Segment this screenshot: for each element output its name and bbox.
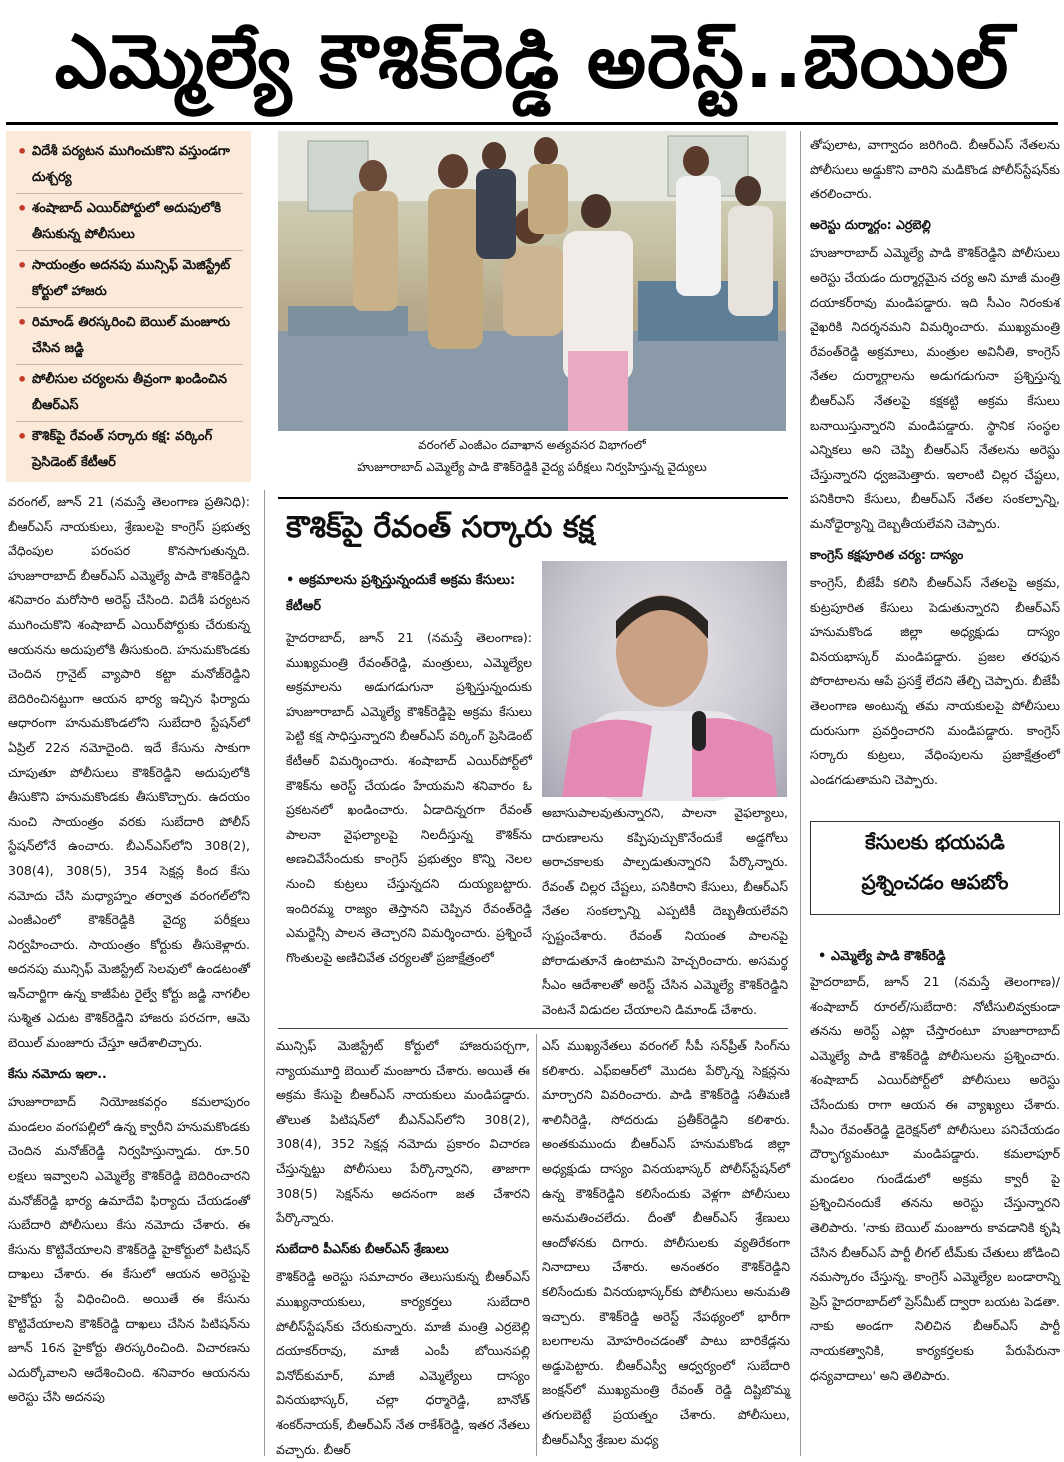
ktr-portrait xyxy=(542,561,787,797)
subheading: సుబేదారి పీఎస్‌కు బీఆర్‌ఎస్‌ శ్రేణులు xyxy=(276,1240,449,1256)
subheading: కేసు నమోదు ఇలా.. xyxy=(8,1065,107,1081)
headline: ఎమ్మెల్యే కౌశిక్‌రెడ్డి అరెస్ట్‌..బెయిల్‌ xyxy=(54,19,1010,105)
article-paragraph: హైదరాబాద్‌, జూన్‌ 21 (నమస్తే తెలంగాణ)/శంషాబాద్‌ రూరల్‌/సుబేదారి: నోటీసులివ్వకుండా తనను అరెస్ట్‌ ఎట్లా చేస్తారంటూ హుజూరాబాద్‌ ఎమ్మెల్యే పాడి కౌశిక్‌రెడ్డి పోలీసులను ప్రశ్నించారు. శంషాబాద్‌ ఎయిర్‌పోర్ట్‌లో పోలీసులు అరెస్టు చేసేందుకు రాగా ఆయన ఈ వ్యాఖ్యలు చేశారు. సీఎం రేవంత్‌రెడ్డి డైరెక్షన్‌లో పోలీసులు పనిచేయడం దౌర్భాగ్యమంటూ మండిపడ్డారు. కమలాపూర్‌ మండలం గుండేడులో అక్రమ క్వారీ పై ప్రశ్నించినందుకే తనను అరెస్టు చేస్తున్నారని తెలిపారు. 'నాకు బెయిల్‌ మంజూరు కావడానికి కృషి చేసిన బీఆర్‌ఎస్‌ పార్టీ లీగల్‌ టీమ్‌కు చేతులు జోడించి నమస్కారం చేస్తున్న. కాంగ్రెస్‌ ఎమ్మెల్యేల బండారాన్ని ప్రెస్‌ హైదరాబాద్‌లో ప్రెస్‌మీట్‌ ద్వారా బయట పెడతా. నాకు అండగా నిలిచిన బీఆర్‌ఎస్‌ పార్టీ నాయకత్వానికి, కార్యకర్తలకు పేరుపేరునా ధన్యవాదాలు' అని తెలిపారు. xyxy=(810,974,1060,1383)
box-title-line: కేసులకు భయపడి xyxy=(865,830,1005,854)
ktr-bullet xyxy=(286,568,536,620)
article-paragraph: హుజూరాబాద్‌ నియోజకవర్గం కమలాపురం మండలం వంగపల్లిలో ఉన్న క్వారీని హనుమకొండకు చెందిన మనోజ్‌రెడ్డి నిర్వహిస్తున్నాడు. రూ.50 లక్షలు ఇవ్వాలని ఎమ్మెల్యే కౌశిక్‌రెడ్డి బెదిరించారని మనోజ్‌రెడ్డి భార్య ఉమాదేవి ఫిర్యాదు చేయడంతో సుబేదారి పోలీసులు కేసు నమోదు చేశారు. ఈ కేసును కొట్టివేయాలని కౌశిక్‌రెడ్డి హైకోర్టులో పిటిషన్‌ దాఖలు చేశారు. ఈ కేసులో ఆయన అరెస్టుపై హైకోర్టు స్టే విధించింది. అయితే ఈ కేసును కొట్టివేయాలని కౌశిక్‌రెడ్డి దాఖలు చేసిన పిటిషన్‌ను జూన్‌ 16న హైకోర్టు తిరస్కరించింది. విచారణను ఎదుర్కోవాలని ఆదేశించింది. శనివారం ఆయనను అరెస్టు చేసి అదనపు xyxy=(8,1094,250,1405)
article-paragraph: మున్సిఫ్‌ మెజిస్ట్రేట్‌ కోర్టులో హాజరుపర్చగా, న్యాయమూర్తి బెయిల్‌ మంజూరు చేశారు. అయితే ఈ అక్రమ కేసుపై బీఆర్‌ఎస్‌ నాయకులు మండిపడ్డారు. తొలుత పిటిషన్‌లో బీఎన్‌ఎస్‌లోని 308(2), 308(4), 352 సెక్షన్ల నమోదు ప్రకారం విచారణ చేస్తున్నట్టు పోలీసులు పేర్కొన్నారని, తాజాగా 308(5) సెక్షన్‌ను అదనంగా జత చేశారని పేర్కొన్నారు. xyxy=(276,1038,530,1226)
box-bullet-text: ఎమ్మెల్యే పాడి కౌశిక్‌రెడ్డి xyxy=(830,949,946,964)
third-column xyxy=(542,1034,790,1456)
middle-column xyxy=(276,1034,530,1456)
column-divider xyxy=(264,490,265,1456)
ktr-bullet-text: అక్రమాలను ప్రశ్నిస్తున్నందుకే అక్రమ కేసులు: కేటీఆర్‌ xyxy=(286,573,516,614)
bullet-icon: • xyxy=(286,573,299,588)
bullet-icon: • xyxy=(818,949,831,964)
ktr-photo xyxy=(542,561,787,797)
right-column xyxy=(810,133,1060,813)
photo-caption-line: హుజూరాబాద్‌ ఎమ్మెల్యే పాడి కౌశిక్‌రెడ్డికి వైద్య పరీక్షలు నిర్వహిస్తున్న వైద్యులు xyxy=(357,460,707,474)
headline-rule xyxy=(6,122,1058,125)
article-paragraph: అబాసుపాలవుతున్నారని, పాలనా వైఫల్యాలు, దారుణాలను కప్పిపుచ్చుకొనేందుకే అడ్డగోలు అరాచకాలకు పాల్పడుతున్నారని పేర్కొన్నారు. రేవంత్‌ చిల్లర చేష్టలు, పనికిరాని కేసులు, బీఆర్‌ఎస్‌ నేతల సంకల్పాన్ని ఎప్పటికీ దెబ్బతీయలేవని స్పష్టంచేశారు. రేవంత్‌ నియంత పాలనపై పోరాడుతూనే ఉంటామని హెచ్చరించారు. అసమర్థ సీఎం ఆదేశాలతో అరెస్ట్‌ చేసిన ఎమ్మెల్యే కౌశిక్‌రెడ్డిని వెంటనే విడుదల చేయాలని డిమాండ్‌ చేశారు. xyxy=(542,805,788,1017)
highlights-list xyxy=(16,139,243,478)
subheading: అరెస్టు దుర్మార్గం: ఎర్రబెల్లి xyxy=(810,216,931,232)
article-paragraph: హుజూరాబాద్‌ ఎమ్మెల్యే పాడి కౌశిక్‌రెడ్డిని పోలీసులు అరెస్టు చేయడం దుర్మార్గమైన చర్య అని మాజీ మంత్రి దయాకర్‌రావు మండిపడ్డారు. ఇది సీఎం నిరంకుశ వైఖరికి నిదర్శనమని విమర్శించారు. ముఖ్యమంత్రి రేవంత్‌రెడ్డి అక్రమాలు, మంత్రుల అవినీతి, కాంగ్రెస్‌ నేతల దుర్మార్గాలను అడుగడుగునా ప్రశ్నిస్తున్న బీఆర్‌ఎస్‌ నేతలపై కక్షకట్టి అక్రమ కేసులు బనాయిస్తున్నారని మండిపడ్డారు. స్థానిక సంస్థల ఎన్నికలు అని చెప్పి బీఆర్‌ఎస్‌ నేతలను అరెస్టు చేస్తున్నారని ధ్వజమెత్తారు. ఇలాంటి చిల్లర చేష్టలు, పనికిరాని కేసులు, బీఆర్‌ఎస్‌ నేతల సంకల్పాన్ని, మనోధైర్యాన్ని దెబ్బతీయలేవని చెప్పారు. xyxy=(810,245,1060,531)
column-divider xyxy=(800,131,801,1456)
highlight-item: • కౌశిక్‌పై రేవంత్‌ సర్కారు కక్ష: వర్కింగ్‌ ప్రెసిడెంట్‌ కేటీఆర్‌ xyxy=(16,424,243,478)
section-rule xyxy=(278,497,788,499)
hospital-photo xyxy=(278,131,786,431)
left-column xyxy=(8,490,250,1456)
subheading: కాంగ్రెస్‌ కక్షపూరిత చర్య: దాస్యం xyxy=(810,546,964,562)
highlight-item: • శంషాబాద్‌ ఎయిర్‌పోర్టులో అదుపులోకి తీసుకున్న పోలీసులు xyxy=(16,196,243,251)
hospital-photo-illustration xyxy=(278,131,786,431)
photo-caption-line: వరంగల్‌ ఎంజీఎం దవాఖాన అత్యవసర విభాగంలో xyxy=(418,438,646,452)
box-article xyxy=(810,970,1060,1456)
kaushik-quote-box xyxy=(810,821,1060,915)
highlight-item: • విదేశీ పర్యటన ముగించుకొని వస్తుండగా దుశ్చర్య xyxy=(16,139,243,194)
photo-caption xyxy=(278,434,786,478)
highlights-box xyxy=(6,131,251,482)
article-paragraph: తోపులాట, వాగ్వాదం జరిగింది. బీఆర్‌ఎస్‌ నేతలను పోలీసులు అడ్డుకొని వారిని మడికొండ పోలీస్‌స్టేషన్‌కు తరలించారు. xyxy=(810,137,1060,202)
article-paragraph: హైదరాబాద్‌, జూన్‌ 21 (నమస్తే తెలంగాణ): ముఖ్యమంత్రి రేవంత్‌రెడ్డి, మంత్రులు, ఎమ్మెల్యేల అక్రమాలను అడుగడుగునా ప్రశ్నిస్తున్నందుకు హుజూరాబాద్‌ ఎమ్మెల్యే కౌశిక్‌రెడ్డిపై అక్రమ కేసులు పెట్టి కక్ష సాధిస్తున్నారని బీఆర్‌ఎస్‌ వర్కింగ్‌ ప్రెసిడెంట్‌ కేటీఆర్‌ విమర్శించారు. శంషాబాద్‌ ఎయిర్‌పోర్ట్‌లో కౌశిక్‌ను అరెస్ట్‌ చేయడం హేయమని శనివారం ఓ ప్రకటనలో ఖండించారు. ఏడాదిన్నరగా రేవంత్‌ పాలనా వైఫల్యాలపై నిలదీస్తున్న కౌశిక్‌ను అణచివేసేందుకు కాంగ్రెస్‌ ప్రభుత్వం కొన్ని నెలల నుంచి కుట్రలు చేస్తున్నదని దుయ్యబట్టారు. ఇందిరమ్మ రాజ్యం తెస్తానని చెప్పిన రేవంత్‌రెడ్డి ఎమర్జెన్సీ పాలన తెచ్చారని విమర్శించారు. ప్రశ్నించే గొంతులపై అణిచివేత చర్యలతో ప్రజాక్షేత్రంలో xyxy=(286,630,532,965)
highlight-item: • సాయంత్రం అదనపు మున్సిఫ్‌ మెజిస్ట్రేట్‌ కోర్టులో హాజరు xyxy=(16,253,243,308)
article-paragraph: వరంగల్‌, జూన్‌ 21 (నమస్తే తెలంగాణ ప్రతినిధి): బీఆర్‌ఎస్‌ నాయకులు, శ్రేణులపై కాంగ్రెస్‌ ప్రభుత్వ వేధింపుల పరంపర కొనసాగుతున్నది. హుజూరాబాద్‌ బీఆర్‌ఎస్‌ ఎమ్మెల్యే పాడి కౌశిక్‌రెడ్డిని శనివారం మరోసారి అరెస్ట్‌ చేసింది. విదేశీ పర్యటన ముగించుకొని శంషాబాద్‌ ఎయిర్‌పోర్టుకు చేరుకున్న ఆయనను అదుపులోకి తీసుకుంది. హనుమకొండకు చెందిన గ్రానైట్‌ వ్యాపారి కట్టా మనోజ్‌రెడ్డిని బెదిరించినట్టుగా ఆయన భార్య ఇచ్చిన ఫిర్యాదు ఆధారంగా హనుమకొండలోని సుబేదారి స్టేషన్‌లో ఏప్రిల్‌ 22న నమోదైంది. ఇదే కేసును సాకుగా చూపుతూ పోలీసులు కౌశిక్‌రెడ్డిని అదుపులోకి తీసుకొని హనుమకొండకు తీసుకొచ్చారు. ఉదయం నుంచి సాయంత్రం వరకు సుబేదారి పోలీస్‌ స్టేషన్‌లోనే ఉంచారు. బీఎన్‌ఎస్‌లోని 308(2), 308(4), 308(5), 354 సెక్షన్ల కింద కేసు నమోదు చేసి మధ్యాహ్నం తర్వాత వరంగల్‌లోని ఎంజీఎంలో కౌశిక్‌రెడ్డికి వైద్య పరీక్షలు నిర్వహించారు. సాయంత్రం కోర్టుకు తీసుకెళ్లారు. అదనపు మున్సిఫ్‌ మెజిస్ట్రేట్‌ సెలవులో ఉండటంతో ఇన్‌చార్జిగా ఉన్న కాజీపేట రైల్వే కోర్టు జడ్జి నాగలీల సుశ్మిత ఎదుట కౌశిక్‌రెడ్డిని హాజరు పరచగా, ఆమె బెయిల్‌ మంజూరు చేస్తూ ఆదేశాలిచ్చారు. xyxy=(8,494,250,1051)
article-paragraph: ఎస్‌ ముఖ్యనేతలు వరంగల్‌ సీపీ సన్‌ప్రీత్‌ సింగ్‌ను కలిశారు. ఎఫ్‌ఐఆర్‌లో మొదట పేర్కొన్న సెక్షన్లను మార్చారని వివరించారు. పాడి కౌశిక్‌రెడ్డి సతీమణి శాలినీరెడ్డి, సోదరుడు ప్రతీక్‌రెడ్డిని కలిశారు. అంతకుముందు బీఆర్‌ఎస్‌ హనుమకొండ జిల్లా అధ్యక్షుడు దాస్యం వినయభాస్కర్‌ పోలీస్‌స్టేషన్‌లో ఉన్న కౌశిక్‌రెడ్డిని కలిసేందుకు వెళ్లగా పోలీసులు అనుమతించలేదు. దీంతో బీఆర్‌ఎస్‌ శ్రేణులు ఆందోళనకు దిగారు. పోలీసులకు వ్యతిరేకంగా నినాదాలు చేశారు. అనంతరం కౌశిక్‌రెడ్డిని కలిసేందుకు వినయభాస్కర్‌కు పోలీసులు అనుమతి ఇచ్చారు. కౌశిక్‌రెడ్డి అరెస్ట్‌ నేపథ్యంలో భారీగా బలగాలను మోహరించడంతో పాటు బారికేడ్లను అడ్డుపెట్టారు. బీఆర్‌ఎస్వీ ఆధ్వర్యంలో సుబేదారి జంక్షన్‌లో ముఖ్యమంత్రి రేవంత్‌ రెడ్డి దిష్టిబొమ్మ తగులబెట్టే ప్రయత్నం చేశారు. పోలీసులు, బీఆర్‌ఎస్వీ శ్రేణుల మధ్య xyxy=(542,1038,790,1447)
article-paragraph: కౌశిక్‌రెడ్డి అరెస్టు సమాచారం తెలుసుకున్న బీఆర్‌ఎస్‌ ముఖ్యనాయకులు, కార్యకర్తలు సుబేదారి పోలీస్‌స్టేషన్‌కు చేరుకున్నారు. మాజీ మంత్రి ఎర్రబెల్లి దయాకర్‌రావు, మాజీ ఎంపీ బోయినపల్లి వినోద్‌కుమార్‌, మాజీ ఎమ్మెల్యేలు దాస్యం వినయభాస్కర్‌, చల్లా ధర్మారెడ్డి, బానోత్‌ శంకర్‌నాయక్‌, బీఆర్‌ఎస్‌ నేత రాకేశ్‌రెడ్డి, ఇతర నేతలు వచ్చారు. బీఆర్‌ xyxy=(276,1269,530,1457)
ktr-column-right xyxy=(542,801,788,1027)
ktr-column-left xyxy=(286,626,532,965)
highlight-item: • రిమాండ్‌ తిరస్కరించి బెయిల్‌ మంజూరు చేసిన జడ్జి xyxy=(16,310,243,365)
article-paragraph: కాంగ్రెస్‌, బీజేపీ కలిసి బీఆర్‌ఎస్‌ నేతలపై అక్రమ, కుట్రపూరిత కేసులు పెడుతున్నారని బీఆర్‌ఎస్‌ హనుమకొండ జిల్లా అధ్యక్షుడు దాస్యం వినయభాస్కర్‌ మండిపడ్డారు. ప్రజల తరఫున పోరాటాలను ఆపే ప్రసక్తే లేదని తేల్చి చెప్పారు. బీజేపీ తెలంగాణ అంటున్న తమ నాయకులపై పోలీసులు దురుసుగా ప్రవర్తించారని మండిపడ్డారు. కాంగ్రెస్‌ సర్కారు కుట్రలు, వేధింపులను ప్రజాక్షేత్రంలో ఎండగడుతామని చెప్పారు. xyxy=(810,575,1060,787)
highlight-item: • పోలీసుల చర్యలను తీవ్రంగా ఖండించిన బీఆర్‌ఎస్‌ xyxy=(16,367,243,422)
section-rule xyxy=(278,1028,788,1029)
box-title-line: ప్రశ్నించడం ఆపబోం xyxy=(861,870,1009,894)
box-bullet xyxy=(818,944,1058,970)
column-divider xyxy=(536,1034,537,1456)
ktr-section-heading: కౌశిక్‌పై రేవంత్‌ సర్కారు కక్ష xyxy=(286,510,595,545)
